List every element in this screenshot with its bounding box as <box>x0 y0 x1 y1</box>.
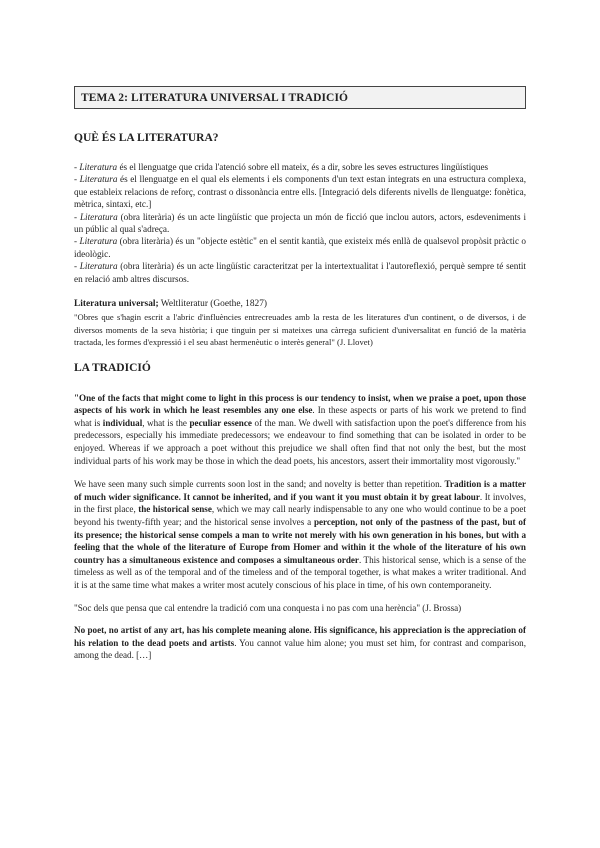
literature-definitions <box>74 161 526 285</box>
definition-text: (obra literària) és un acte lingüístic que projecta un món de ficció que inclou autors, actors, esdeveniments i un públic al qual s'adreça. <box>74 211 526 235</box>
universal-literature-block <box>74 298 526 349</box>
bold-text: Tradition is a matter of much wider significance. It cannot be inherited, and if you want it you must obtain it by great labour <box>74 479 526 502</box>
definition-term: Literatura <box>79 236 118 247</box>
universal-literature-label: Literatura universal; <box>74 299 159 310</box>
document-title: TEMA 2: LITERATURA UNIVERSAL I TRADICIÓ <box>74 86 526 109</box>
universal-literature-source: Weltliteratur (Goethe, 1827) <box>158 299 268 310</box>
bold-text: individual <box>102 417 143 428</box>
definition-text: (obra literària) és un "objecte estètic" en el sentit kantià, que existeix més enllà de qualsevol propòsit pràctic o ideològic. <box>74 236 526 259</box>
bold-text: the historical sense <box>138 504 212 515</box>
bullet: - <box>74 211 80 222</box>
brossa-quote: "Soc dels que pensa que cal entendre la tradició com una conquesta i no pas com una herència" (J. Brossa) <box>74 602 462 613</box>
definition-text: (obra literària) és un acte lingüístic caracteritzat per la intertextualitat i l'autoreflexió, perquè sempre té sentit en relació amb altres discursos. <box>74 261 526 284</box>
definition-term: Literatura <box>79 162 118 172</box>
plain-text: of the man. We dwell with satisfaction upon the poet's difference from his predecessors, especially his immediate predecessors; we endeavour to find something that can be isolated in order to be enjoyed. Whereas if we approach a poet without this prejudice we shall often find that not only the best, but the most individual parts of his work may be those in which the dead poets, his ancestors, assert their immortality most vigorously." <box>74 417 526 466</box>
bold-text: perception, not only of the pastness of the past, but of its presence; the historical sense compels a man to write not merely with his own generation in his bones, but with a feeling that the whole of the literature of Europe from Homer and within it the whole of the literature of his own country has a simultaneous existence and composes a simultaneous order <box>74 517 526 565</box>
plain-text: We have seen many such simple currents soon lost in the sand; and novelty is better than repetition. <box>74 479 445 490</box>
bullet: - <box>74 236 80 247</box>
definition-text: és el llenguatge en el qual els elements i els components d'un text estan integrats en una estructura complexa, que estableix relacions de reforç, contrast o dissonància entre ells. [Integració dels diferents nivells de llenguatge: fonètica, mètrica, sintaxi, etc.] <box>74 174 526 210</box>
eliot-paragraph-2 <box>74 478 526 591</box>
plain-text: . It involves, in the first place, <box>74 491 526 515</box>
definition-item <box>74 211 526 236</box>
definition-item <box>74 235 526 260</box>
definition-term: Literatura <box>79 174 118 185</box>
bullet: - <box>74 261 80 272</box>
definition-term: Literatura <box>79 211 118 222</box>
eliot-paragraph-3 <box>74 624 526 662</box>
plain-text: . You cannot value him alone; you must set him, for contrast and comparison, among the dead. […] <box>74 637 527 661</box>
heading-tradition: LA TRADICIÓ <box>74 361 151 374</box>
universal-literature-line <box>74 298 526 310</box>
plain-text: , which we may call nearly indispensable to any one who would continue to be a poet beyond his twenty-fifth year; and the historical sense involves a <box>74 504 526 528</box>
heading-what-is-literature: QUÈ ÉS LA LITERATURA? <box>74 132 219 144</box>
bullet: - <box>74 174 80 185</box>
bold-text: No poet, no artist of any art, has his complete meaning alone. His significance, his appreciation is the appreciation of his relation to the dead poets and artists <box>74 625 526 648</box>
definition-term: Literatura <box>79 261 118 272</box>
llovet-quote: "Obres que s'hagin escrit a l'abric d'influències entrecreuades amb la resta de les literatures d'un continent, o de diversos, i de diversos moments de la seva història; i que tinguin per si mateixes una càrrega suficient d'universalitat en funció de la matèria tractada, les formes d'expressió i el seu abast hermenèutic o interès general" (J. Llovet) <box>74 312 526 348</box>
bullet: - <box>74 162 80 172</box>
definition-item <box>74 161 526 173</box>
plain-text: , what is the <box>142 417 190 428</box>
bold-text: peculiar essence <box>189 417 252 428</box>
plain-text: . In these aspects or parts of his work we pretend to find what is <box>74 405 527 428</box>
definition-text: és el llenguatge que crida l'atenció sobre ell mateix, és a dir, sobre les seves estructures lingüístiques <box>117 162 489 172</box>
definition-item <box>74 173 526 210</box>
definition-item <box>74 260 526 285</box>
plain-text: . This historical sense, which is a sense of the timeless as well as of the temporal and of the timeless and of the temporal together, is what makes a writer traditional. And it is at the same time what makes a writer most acutely conscious of his place in time, of his own contemporaneity. <box>74 554 526 590</box>
eliot-quote-paragraph-1 <box>74 392 526 468</box>
bold-text: "One of the facts that might come to light in this process is our tendency to insist, when we praise a poet, upon those aspects of his work in which he least resembles any one else <box>74 392 526 416</box>
